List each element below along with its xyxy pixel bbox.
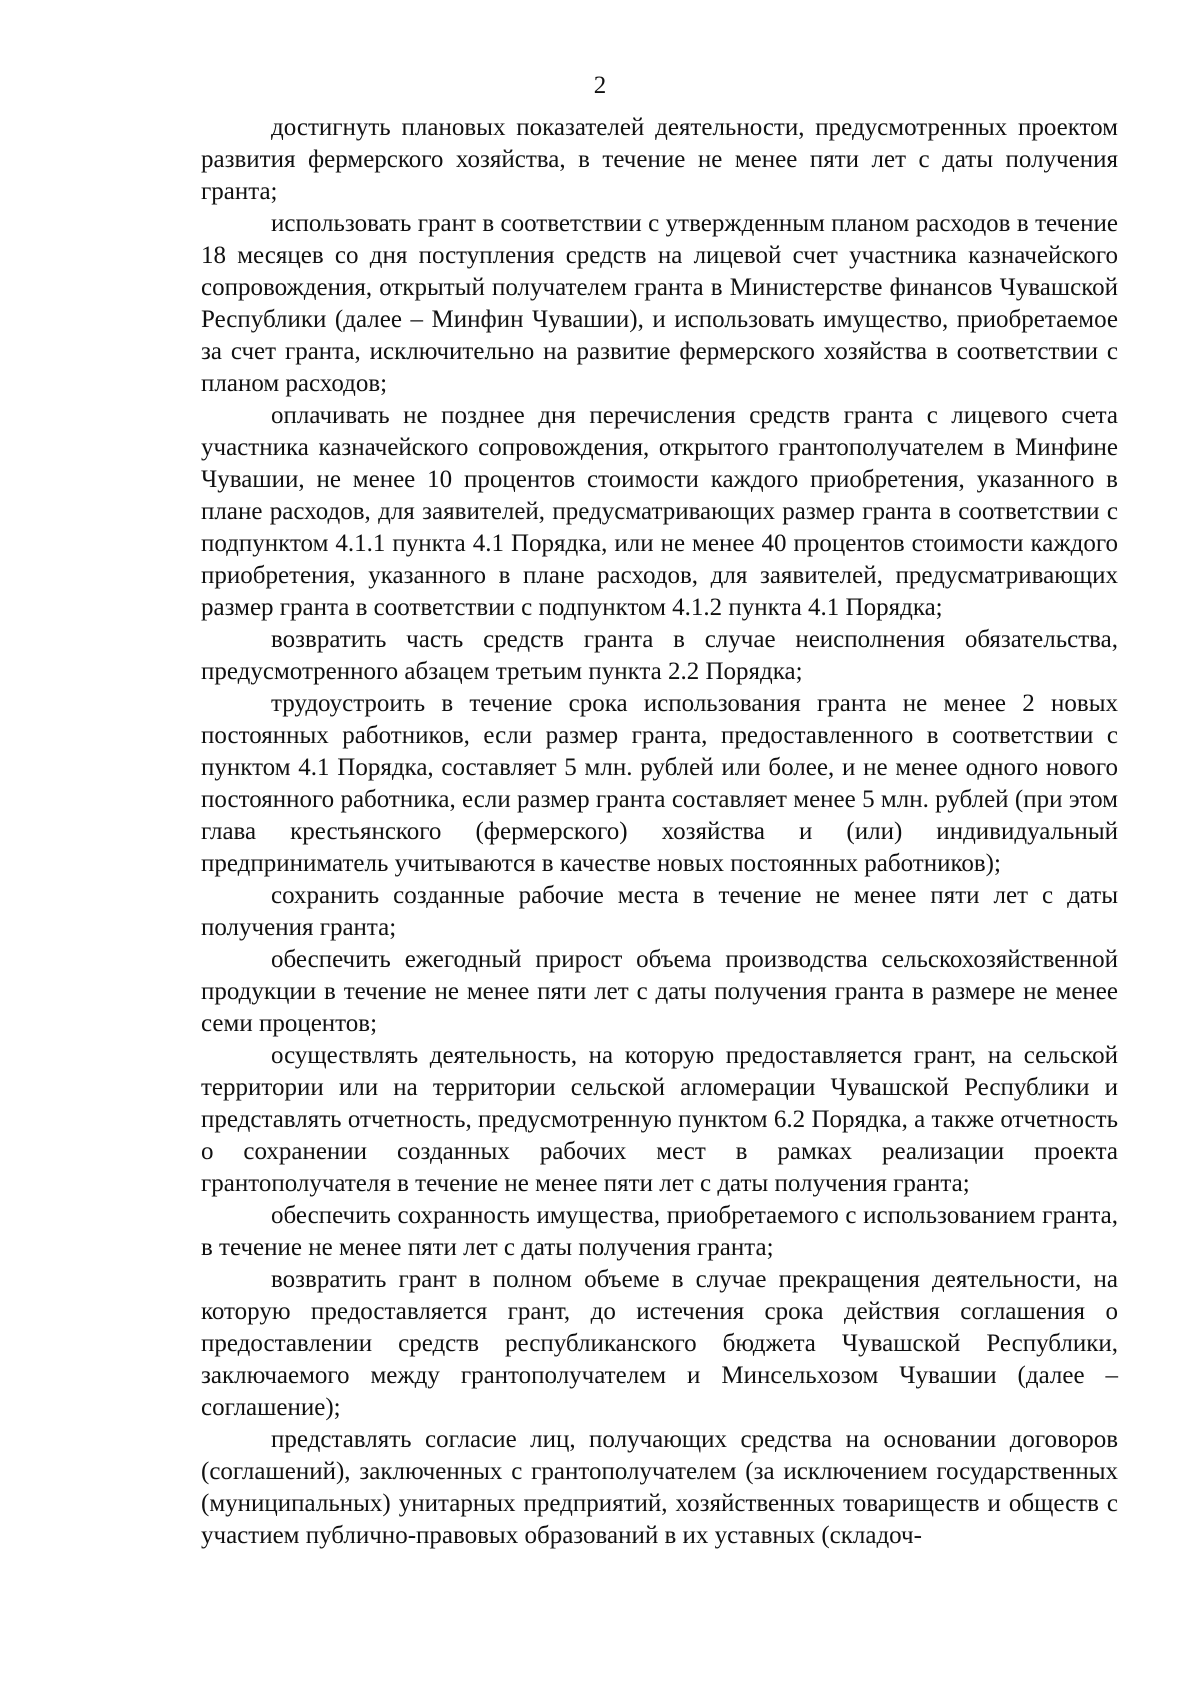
paragraph: достигнуть плановых показателей деятельности, предусмотренных проектом развития фермерского хозяйства, в течение не менее пяти лет с даты получения гранта;	[201, 114, 1118, 205]
paragraph: осуществлять деятельность, на которую предоставляется грант, на сельской территории или на территории сельской агломерации Чувашской Республики и представлять отчетность, предусмотренную пунктом 6.2 Порядка, а также отчетность о сохранении созданных рабочих мест в рамках реализации проекта грантополучателя в течение не менее пяти лет с даты получения гранта;	[201, 1042, 1118, 1197]
document-body	[201, 112, 1118, 1552]
paragraph: сохранить созданные рабочие места в течение не менее пяти лет с даты получения гранта;	[201, 882, 1118, 941]
paragraph: обеспечить сохранность имущества, приобретаемого с использованием гранта, в течение не менее пяти лет с даты получения гранта;	[201, 1202, 1118, 1261]
paragraph: возвратить грант в полном объеме в случае прекращения деятельности, на которую предоставляется грант, до истечения срока действия соглашения о предоставлении средств республиканского бюджета Чувашской Республики, заключаемого между грантополучателем и Минсельхозом Чувашии (далее – соглашение);	[201, 1266, 1118, 1421]
paragraph: возвратить часть средств гранта в случае неисполнения обязательства, предусмотренного абзацем третьим пункта 2.2 Порядка;	[201, 626, 1118, 685]
paragraph: трудоустроить в течение срока использования гранта не менее 2 новых постоянных работников, если размер гранта, предоставленного в соответствии с пунктом 4.1 Порядка, составляет 5 млн. рублей или более, и не менее одного нового постоянного работника, если размер гранта составляет менее 5 млн. рублей (при этом глава крестьянского (фермерского) хозяйства и (или) индивидуальный предприниматель учитываются в качестве новых постоянных работников);	[201, 690, 1118, 877]
paragraph: использовать грант в соответствии с утвержденным планом расходов в течение 18 месяцев со дня поступления средств на лицевой счет участника казначейского сопровождения, открытый получателем гранта в Министерстве финансов Чувашской Республики (далее – Минфин Чувашии), и использовать имущество, приобретаемое за счет гранта, исключительно на развитие фермерского хозяйства в соответствии с планом расходов;	[201, 210, 1118, 397]
page-number: 2	[593, 72, 607, 99]
paragraph: оплачивать не позднее дня перечисления средств гранта с лицевого счета участника казначейского сопровождения, открытого грантополучателем в Минфине Чувашии, не менее 10 процентов стоимости каждого приобретения, указанного в плане расходов, для заявителей, предусматривающих размер гранта в соответствии с подпунктом 4.1.1 пункта 4.1 Порядка, или не менее 40 процентов стоимости каждого приобретения, указанного в плане расходов, для заявителей, предусматривающих размер гранта в соответствии с подпунктом 4.1.2 пункта 4.1 Порядка;	[201, 402, 1118, 621]
paragraph: представлять согласие лиц, получающих средства на основании договоров (соглашений), заключенных с грантополучателем (за исключением государственных (муниципальных) унитарных предприятий, хозяйственных товариществ и обществ с участием публично-правовых образований в их уставных (складоч-	[201, 1426, 1118, 1549]
paragraph: обеспечить ежегодный прирост объема производства сельскохозяйственной продукции в течение не менее пяти лет с даты получения гранта в размере не менее семи процентов;	[201, 946, 1118, 1037]
